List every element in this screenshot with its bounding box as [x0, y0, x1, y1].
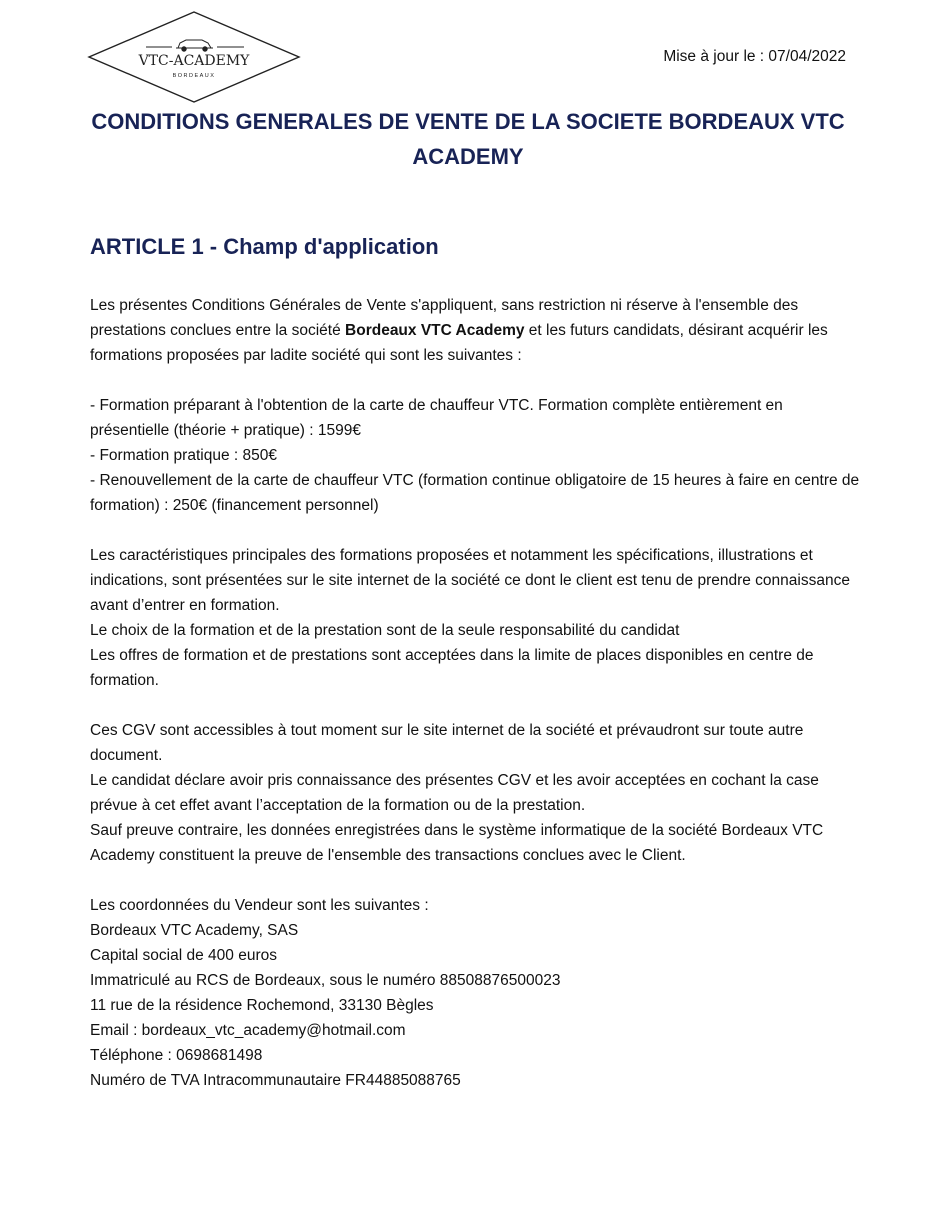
seller-phone: Téléphone : 0698681498 — [90, 1047, 263, 1064]
logo-diamond-icon — [86, 10, 302, 104]
company-name: Bordeaux VTC Academy — [345, 322, 525, 339]
company-logo — [86, 10, 302, 104]
seller-capital: Capital social de 400 euros — [90, 947, 277, 964]
seller-email: Email : bordeaux_vtc_academy@hotmail.com — [90, 1022, 406, 1039]
logo-name: VTC-ACADEMY — [138, 53, 250, 69]
update-date: Mise à jour le : 07/04/2022 — [663, 48, 846, 65]
intro-paragraph: Les présentes Conditions Générales de Vente s'appliquent, sans restriction ni réserve à l'ensemble des prestations conclues entre la société Bordeaux VTC Academy et les futurs candidats, désirant acquérir les formations proposées par ladite société qui sont les suivantes : — [90, 297, 828, 364]
article-content — [90, 293, 860, 1118]
document-title: CONDITIONS GENERALES DE VENTE DE LA SOCIETE BORDEAUX VTC ACADEMY — [91, 109, 845, 169]
article-title: ARTICLE 1 - Champ d'application — [90, 234, 439, 259]
seller-heading: Les coordonnées du Vendeur sont les suivantes : — [90, 897, 429, 914]
list-item: - Formation préparant à l'obtention de la carte de chauffeur VTC. Formation complète entièrement en présentielle (théorie + pratique) : 1599€ — [90, 397, 783, 439]
characteristics-paragraph: Les caractéristiques principales des formations proposées et notamment les spécifications, illustrations et indications, sont présentées sur le site internet de la société ce dont le client est tenu de prendre connaissance avant d’entrer en formation. Le choix de la formation et de la prestation sont de la seule responsabilité du candidat Les offres de formation et de prestations sont acceptées dans la limite de places disponibles en centre de formation. — [90, 547, 850, 689]
formations-list — [90, 393, 860, 518]
seller-address: 11 rue de la résidence Rochemond, 33130 Bègles — [90, 997, 434, 1014]
seller-vat: Numéro de TVA Intracommunautaire FR44885088765 — [90, 1072, 461, 1089]
logo-subtitle: BORDEAUX — [172, 73, 216, 79]
cgv-paragraph: Ces CGV sont accessibles à tout moment sur le site internet de la société et prévaudront sur toute autre document. Le candidat déclare avoir pris connaissance des présentes CGV et les avoir acceptées en cochant la case prévue à cet effet avant l’acceptation de la formation ou de la prestation. Sauf preuve contraire, les données enregistrées dans le système informatique de la société Bordeaux VTC Academy constituent la preuve de l'ensemble des transactions conclues avec le Client. — [90, 722, 824, 864]
seller-rcs: Immatriculé au RCS de Bordeaux, sous le numéro 88508876500023 — [90, 972, 561, 989]
list-item: - Renouvellement de la carte de chauffeur VTC (formation continue obligatoire de 15 heures à faire en centre de formation) : 250€ (financement personnel) — [90, 472, 860, 514]
list-item: - Formation pratique : 850€ — [90, 447, 277, 464]
seller-company: Bordeaux VTC Academy, SAS — [90, 922, 299, 939]
seller-details — [90, 893, 860, 1093]
